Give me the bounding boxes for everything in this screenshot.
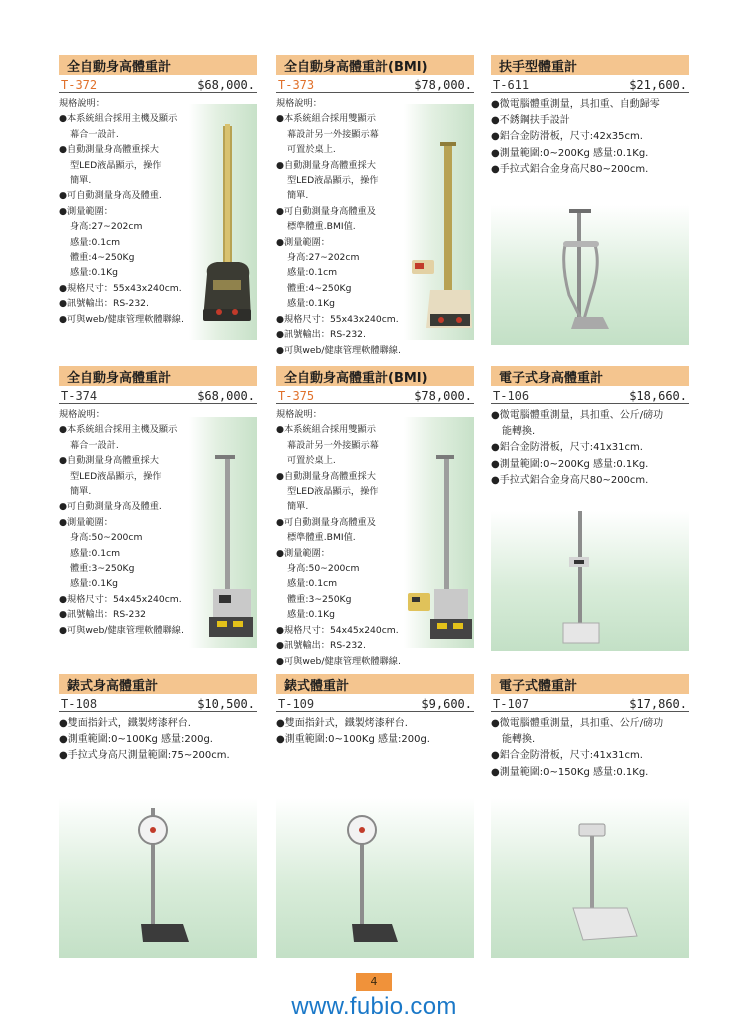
spec-line: 體重:4~250Kg xyxy=(70,252,135,264)
spec-line: 感量:0.1cm xyxy=(70,547,121,559)
spec-line: 規格說明： xyxy=(59,409,105,420)
spec-line: ●訊號輸出：RS-232. xyxy=(276,640,366,652)
spec-line: ●可自動測量身高及體重. xyxy=(59,190,162,202)
spec-line: 規格說明： xyxy=(276,409,322,420)
product-photo-t372 xyxy=(189,104,257,340)
price: $68,000. xyxy=(197,78,255,92)
feature-line: ●測量範圍:0~150Kg 感量:0.1Kg. xyxy=(491,766,649,778)
spec-line: ●本系統組合採用雙顯示 xyxy=(276,113,376,125)
dial-scale-image xyxy=(276,798,474,958)
model-number: T-374 xyxy=(61,389,98,403)
spec-line: ●自動測量身高體重採大 xyxy=(276,159,376,171)
spec-line: ●規格尺寸：54x45x240cm. xyxy=(59,593,182,605)
spec-line: ●測量範圍： xyxy=(276,547,330,559)
model-price-row xyxy=(491,386,689,404)
product-title: 電子式體重計 xyxy=(491,674,689,694)
spec-line: 身高:27~202cm xyxy=(287,252,360,264)
model-price-row xyxy=(491,694,689,712)
spec-line: 幕合一設計. xyxy=(70,439,119,451)
electronic-height-scale-image xyxy=(491,511,689,651)
model-price-row xyxy=(59,75,257,93)
page-number: 4 xyxy=(356,973,392,991)
feature-line: 能轉換. xyxy=(502,426,536,438)
product-title: 全自動身高體重計 xyxy=(59,55,257,75)
price: $21,600. xyxy=(629,78,687,92)
spec-line: ●可自動測量身高及體重. xyxy=(59,501,162,513)
website-url[interactable]: www.fubio.com xyxy=(291,993,457,1020)
spec-line: ●自動測量身高體重採大 xyxy=(276,470,376,482)
spec-line: ●規格尺寸：55x43x240cm. xyxy=(276,313,399,325)
product-photo-t611 xyxy=(491,205,689,345)
spec-line: 體重:4~250Kg xyxy=(287,282,352,294)
product-photo-t108 xyxy=(59,798,257,958)
model-number: T-106 xyxy=(493,389,530,403)
spec-line: ●測量範圍： xyxy=(59,205,113,217)
feature-line: ●微電腦體重測量，具扣重、公斤/磅功 xyxy=(491,718,664,729)
feature-line: ●微電腦體重測量，具扣重、自動歸零 xyxy=(491,99,660,110)
product-card-t108 xyxy=(59,674,257,765)
spec-line: 幕合一設計. xyxy=(70,128,119,140)
spec-line: ●可與web/健康管理軟體聯線. xyxy=(276,655,401,667)
feature-line: ●鋁合金防滑板，尺寸:42x35cm. xyxy=(491,131,643,143)
spec-line: 型LED液晶顯示，操作 xyxy=(287,486,379,498)
product-title: 扶手型體重計 xyxy=(491,55,689,75)
feature-list xyxy=(276,716,474,748)
spec-line: 感量:0.1cm xyxy=(287,267,338,279)
spec-line: 規格說明： xyxy=(59,98,105,109)
spec-line: 感量:0.1Kg xyxy=(70,267,118,279)
model-number: T-611 xyxy=(493,78,530,92)
model-number: T-373 xyxy=(278,78,315,92)
model-number: T-372 xyxy=(61,78,98,92)
model-number: T-109 xyxy=(278,697,315,711)
spec-line: 簡單. xyxy=(70,175,92,187)
product-photo-t109 xyxy=(276,798,474,958)
model-number: T-107 xyxy=(493,697,530,711)
electronic-scale-image xyxy=(491,798,689,958)
spec-line: ●訊號輸出：RS-232. xyxy=(276,329,366,341)
price: $78,000. xyxy=(414,78,472,92)
model-number: T-375 xyxy=(278,389,315,403)
model-number: T-108 xyxy=(61,697,98,711)
feature-line: ●測量範圍:0~200Kg 感量:0.1Kg. xyxy=(491,458,649,470)
feature-line: ●手拉式鋁合金身高尺80~200cm. xyxy=(491,474,649,486)
product-card-t109 xyxy=(276,674,474,748)
height-weight-scale-image xyxy=(189,417,257,648)
spec-line: 幕設計另一外接顯示幕 xyxy=(287,439,379,451)
feature-line: ●測重範圍:0~100Kg 感量:200g. xyxy=(276,734,430,746)
feature-list xyxy=(491,408,689,489)
product-photo-t375 xyxy=(404,417,474,648)
spec-line: ●可與web/健康管理軟體聯線. xyxy=(59,624,184,636)
spec-line: 標準體重.BMI值. xyxy=(287,532,356,544)
spec-line: ●規格尺寸：55x43x240cm. xyxy=(59,282,182,294)
spec-line: ●規格尺寸：54x45x240cm. xyxy=(276,624,399,636)
feature-line: ●測量範圍:0~200Kg 感量:0.1Kg. xyxy=(491,147,649,159)
feature-list xyxy=(59,716,257,765)
spec-line: 感量:0.1cm xyxy=(287,578,338,590)
product-card-t106 xyxy=(491,366,689,489)
product-title: 全自動身高體重計(BMI) xyxy=(276,55,474,75)
spec-line: ●可自動測量身高體重及 xyxy=(276,516,376,528)
price: $78,000. xyxy=(414,389,472,403)
spec-line: ●測量範圍： xyxy=(276,236,330,248)
product-photo-t373 xyxy=(404,104,474,340)
feature-line: ●鋁合金防滑板，尺寸:41x31cm. xyxy=(491,442,643,454)
feature-line: ●手拉式身高尺測量範圍:75~200cm. xyxy=(59,750,230,762)
product-title: 錶式身高體重計 xyxy=(59,674,257,694)
product-title: 全自動身高體重計 xyxy=(59,366,257,386)
spec-line: ●訊號輸出：RS-232. xyxy=(59,298,149,310)
feature-line: ●手拉式鋁合金身高尺80~200cm. xyxy=(491,163,649,175)
model-price-row xyxy=(276,75,474,93)
product-photo-t107 xyxy=(491,798,689,958)
spec-line: 身高:50~200cm xyxy=(287,563,360,575)
price: $9,600. xyxy=(421,697,472,711)
price: $18,660. xyxy=(629,389,687,403)
height-weight-scale-bmi-image xyxy=(404,417,474,648)
spec-line: 型LED液晶顯示，操作 xyxy=(70,159,162,171)
spec-line: ●本系統組合採用主機及顯示 xyxy=(59,113,178,125)
spec-line: 標準體重.BMI值. xyxy=(287,221,356,233)
spec-line: 規格說明： xyxy=(276,98,322,109)
model-price-row xyxy=(59,694,257,712)
feature-line: ●雙面指針式，鐵製烤漆秤台. xyxy=(59,718,191,729)
price: $17,860. xyxy=(629,697,687,711)
product-title: 全自動身高體重計(BMI) xyxy=(276,366,474,386)
spec-line: 型LED液晶顯示，操作 xyxy=(287,175,379,187)
handrail-scale-image xyxy=(491,205,689,345)
feature-line: ●鋁合金防滑板，尺寸:41x31cm. xyxy=(491,750,643,762)
price: $10,500. xyxy=(197,697,255,711)
spec-line: ●自動測量身高體重採大 xyxy=(59,144,159,156)
height-weight-scale-bmi-image xyxy=(404,104,474,340)
spec-line: 身高:27~202cm xyxy=(70,221,143,233)
feature-line: ●測重範圍:0~100Kg 感量:200g. xyxy=(59,734,213,746)
product-card-t107 xyxy=(491,674,689,781)
model-price-row xyxy=(276,386,474,404)
spec-line: ●自動測量身高體重採大 xyxy=(59,455,159,467)
spec-line: ●可自動測量身高體重及 xyxy=(276,205,376,217)
product-photo-t106 xyxy=(491,511,689,651)
feature-line: 能轉換. xyxy=(502,734,536,746)
spec-line: 體重:3~250Kg xyxy=(287,593,352,605)
spec-line: 簡單. xyxy=(287,501,309,513)
feature-line: ●微電腦體重測量，具扣重、公斤/磅功 xyxy=(491,410,664,421)
product-photo-t374 xyxy=(189,417,257,648)
spec-line: 幕設計另一外接顯示幕 xyxy=(287,128,379,140)
product-title: 錶式體重計 xyxy=(276,674,474,694)
spec-line: 感量:0.1Kg xyxy=(287,298,335,310)
spec-line: ●測量範圍： xyxy=(59,516,113,528)
feature-line: ●不銹鋼扶手設計 xyxy=(491,115,570,127)
product-title: 電子式身高體重計 xyxy=(491,366,689,386)
spec-line: 感量:0.1Kg xyxy=(287,609,335,621)
spec-line: ●本系統組合採用雙顯示 xyxy=(276,424,376,436)
spec-line: 感量:0.1Kg xyxy=(70,578,118,590)
feature-list xyxy=(491,97,689,178)
spec-line: ●可與web/健康管理軟體聯線. xyxy=(276,344,401,356)
model-price-row xyxy=(491,75,689,93)
model-price-row xyxy=(276,694,474,712)
price: $68,000. xyxy=(197,389,255,403)
spec-line: ●本系統組合採用主機及顯示 xyxy=(59,424,178,436)
spec-line: 體重:3~250Kg xyxy=(70,563,135,575)
feature-list xyxy=(491,716,689,781)
spec-line: ●訊號輸出：RS-232 xyxy=(59,609,147,621)
spec-line: 簡單. xyxy=(70,486,92,498)
product-card-t611 xyxy=(491,55,689,178)
spec-line: 型LED液晶顯示，操作 xyxy=(70,470,162,482)
spec-line: 可置於桌上. xyxy=(287,455,336,467)
height-weight-scale-image xyxy=(189,104,257,340)
spec-line: ●可與web/健康管理軟體聯線. xyxy=(59,313,184,325)
model-price-row xyxy=(59,386,257,404)
spec-line: 簡單. xyxy=(287,190,309,202)
dial-height-scale-image xyxy=(59,798,257,958)
spec-line: 可置於桌上. xyxy=(287,144,336,156)
spec-line: 感量:0.1cm xyxy=(70,236,121,248)
spec-line: 身高:50~200cm xyxy=(70,532,143,544)
feature-line: ●雙面指針式，鐵製烤漆秤台. xyxy=(276,718,408,729)
